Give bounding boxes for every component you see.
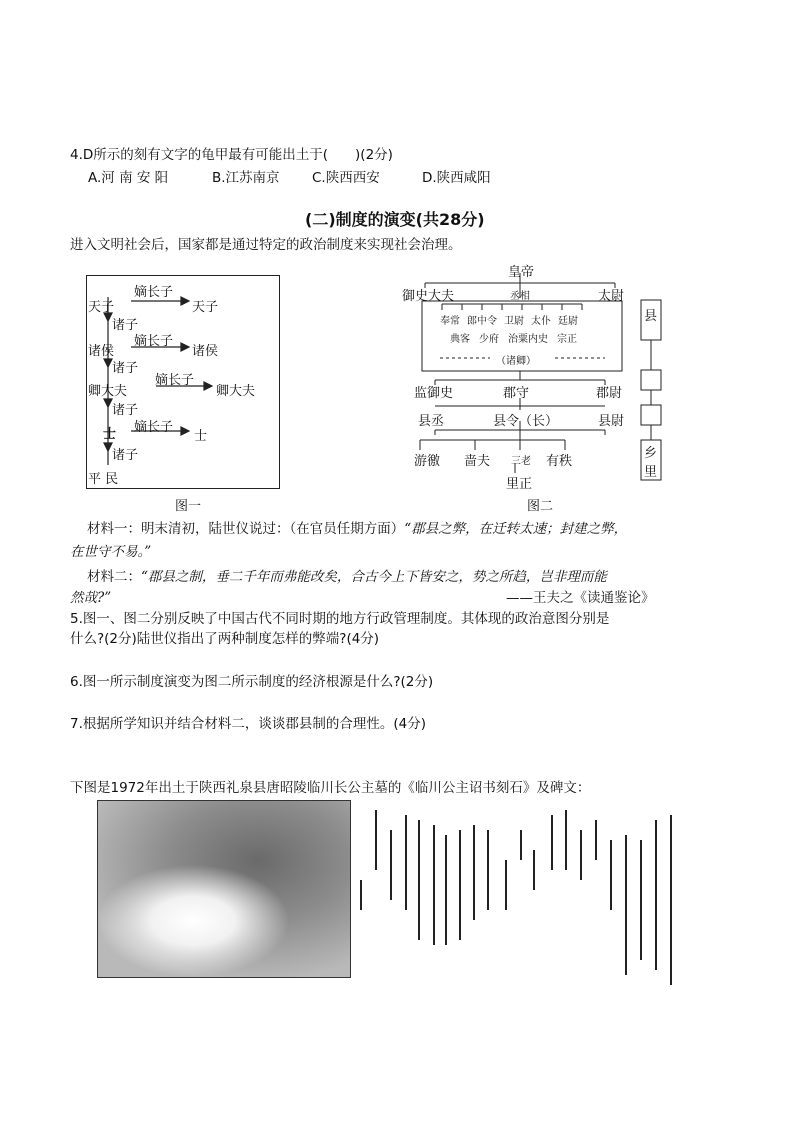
fig1-other-3: 诸子 (112, 403, 139, 418)
fig2-xiang-sanlao: 三老 (511, 456, 531, 467)
fig2-side-xiang: 乡 (644, 446, 658, 461)
material-1-line-1 (87, 517, 627, 537)
fig2-xian-xianwei: 县尉 (598, 414, 625, 429)
fig2-top-yushi: 御史大夫 (402, 289, 455, 304)
fig2-top-taiwei: 太尉 (598, 289, 625, 304)
stele-inscription-image (355, 800, 685, 990)
question-7: 7.根据所学知识并结合材料二，谈谈郡县制的合理性。(4分) (70, 716, 427, 732)
fig2-ministers-row-2 (450, 330, 590, 345)
question-4-option-d: D.陕西咸阳 (422, 170, 491, 186)
fig1-other-4: 诸子 (112, 448, 139, 463)
section-intro: 进入文明社会后，国家都是通过特定的政治制度来实现社会治理。 (70, 237, 462, 253)
fig2-lizheng: 里正 (506, 477, 533, 492)
fig1-rank-tianzi: 天子 (88, 300, 115, 315)
fig2-jun-junwei: 郡尉 (596, 386, 623, 401)
material-2-quote: “郡县之制，垂二千年而弗能改矣，合古今上下皆安之，势之所趋，岂非理而能 (141, 569, 607, 585)
fig2-minister-3: 卫尉 (504, 316, 524, 327)
fig1-heir-2: 嫡长子 (134, 334, 174, 349)
fig1-rank-shi: 士 (103, 427, 117, 442)
fig2-xian-xiancheng: 县丞 (418, 414, 445, 429)
fig2-jun-jianyushi: 监御史 (414, 386, 454, 401)
fig2-jun-junshou: 郡守 (503, 386, 530, 401)
fig1-target-qingdafu: 卿大夫 (216, 384, 256, 399)
fig1-rank-pingmin: 平 民 (88, 472, 119, 487)
fig1-heir-4: 嫡长子 (134, 420, 174, 435)
figure-1-caption: 图一 (175, 499, 202, 514)
material-2-source: ——王夫之《读通鉴论》 (506, 590, 655, 606)
fig2-emperor: 皇帝 (508, 265, 535, 280)
material-1-quote: “郡县之弊，在迁转太速；封建之弊， (404, 521, 628, 537)
fig2-minister-9: 宗正 (557, 334, 577, 345)
fig1-rank-zhuhou: 诸侯 (88, 344, 115, 359)
figure-2-caption: 图二 (527, 499, 554, 514)
question-4-option-b: B.江苏南京 (212, 170, 280, 186)
question-5-line-1: 5.图一、图二分别反映了中国古代不同时期的地方行政管理制度。其体现的政治意图分别是 (70, 611, 610, 627)
fig2-minister-6: 典客 (450, 334, 470, 345)
section-title: (二)制度的演变(共28分) (305, 210, 485, 229)
question-5-line-2: 什么?(2分)陆世仪指出了两种制度怎样的弊端?(4分) (70, 631, 380, 647)
question-4-option-c: C.陕西西安 (312, 170, 380, 186)
fig2-xiang-sefu: 啬夫 (464, 454, 491, 469)
material-2-line-1 (87, 565, 607, 585)
material-1-label: 材料一：明末清初，陆世仪说过：（在官员任期方面） (87, 521, 405, 537)
stele-inscription-glyphs (355, 800, 685, 990)
fig2-minister-7: 少府 (479, 334, 499, 345)
stele-rubbing-image (97, 800, 351, 978)
fig2-side-li: 里 (644, 465, 658, 480)
fig2-ministers-note: （诸卿） (496, 356, 536, 367)
fig2-minister-5: 廷尉 (558, 316, 578, 327)
material-1-line-2: 在世守不易。” (70, 544, 152, 560)
fig2-side-xian: 县 (644, 309, 658, 324)
fig2-xiang-youzhi: 有秩 (546, 454, 573, 469)
question-6: 6.图一所示制度演变为图二所示制度的经济根源是什么?(2分) (70, 674, 434, 690)
fig2-minister-4: 太仆 (531, 316, 551, 327)
material-2-line-2: 然哉?” (70, 590, 112, 606)
fig2-ministers-row (440, 312, 590, 327)
question-4-stem: 4.D所示的刻有文字的龟甲最有可能出土于( )(2分) (70, 147, 393, 163)
question-4-option-a: A.河 南 安 阳 (88, 170, 169, 186)
fig2-xiang-youjiao: 游徼 (414, 454, 441, 469)
fig1-rank-qingdafu: 卿大夫 (88, 384, 128, 399)
fig1-target-zhuhou: 诸侯 (192, 344, 219, 359)
fig2-top-chengxiang: 丞相 (510, 291, 530, 302)
fig1-target-tianzi: 天子 (192, 300, 219, 315)
material-2-label: 材料二： (87, 569, 141, 585)
fig2-minister-1: 奉常 (440, 316, 460, 327)
fig1-target-shi: 士 (194, 429, 208, 444)
fig2-minister-2: 郎中令 (467, 316, 497, 327)
fig1-other-1: 诸子 (112, 318, 139, 333)
fig2-xian-xianling: 县令（长） (493, 414, 559, 429)
fig1-other-2: 诸子 (112, 361, 139, 376)
fig2-minister-8: 治粟内史 (508, 334, 548, 345)
fig1-heir-3: 嫡长子 (155, 373, 195, 388)
stele-intro: 下图是1972年出土于陕西礼泉县唐昭陵临川长公主墓的《临川公主诏书刻石》及碑文： (70, 780, 591, 796)
fig1-heir-1: 嫡长子 (134, 285, 174, 300)
